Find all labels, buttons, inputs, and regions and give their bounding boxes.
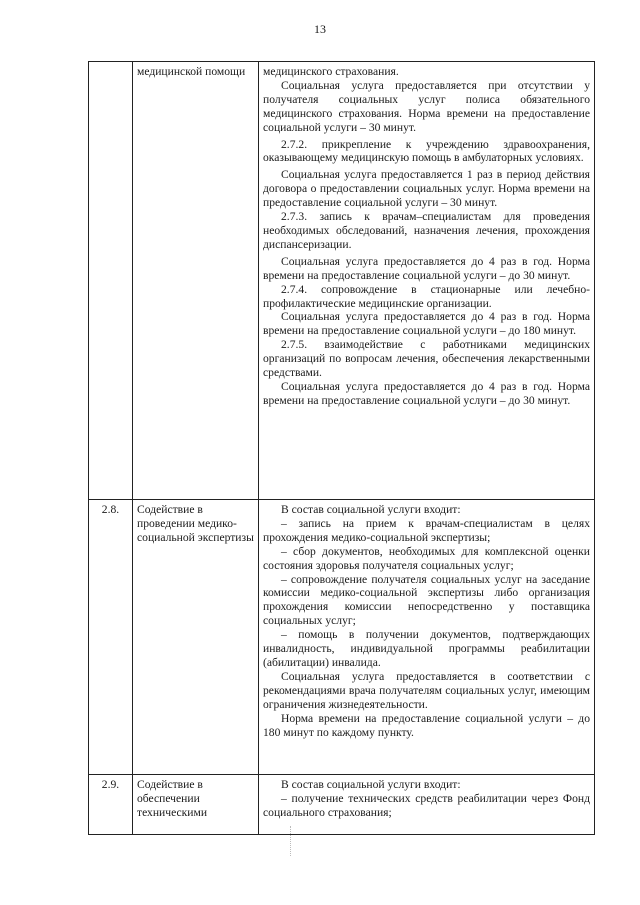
scan-mark xyxy=(290,826,292,856)
service-name: Содействие в обеспечении техническими xyxy=(133,775,259,835)
description-paragraph: 2.7.5. взаимодействие с работниками медицинских организаций по вопросам лечения, обеспечения лекарственными средствами. xyxy=(263,338,590,380)
description-paragraph: Социальная услуга предоставляется 1 раз в период действия договора о предоставлении социальных услуг. Норма времени на предоставление социальной услуги – 30 минут. xyxy=(263,168,590,210)
service-name: медицинской помощи xyxy=(133,62,259,500)
description-paragraph: Социальная услуга предоставляется до 4 раз в год. Норма времени на предоставление социальной услуги – до 30 минут. xyxy=(263,379,590,407)
table-row xyxy=(89,775,595,835)
description-paragraph: В состав социальной услуги входит: xyxy=(281,778,461,791)
description-paragraph: 2.7.3. запись к врачам–специалистам для проведения необходимых обследований, назначения лечения, прохождения диспансеризации. xyxy=(263,210,590,251)
description-paragraph: 2.7.4. сопровождение в стационарные или лечебно-профилактические медицинские организации. xyxy=(263,282,590,310)
description-paragraph: Социальная услуга предоставляется при отсутствии у получателя социальных услуг полиса обязательного медицинского страхования. Норма времени на предоставление социальной услуги – 30 минут. xyxy=(263,78,590,134)
service-description xyxy=(259,62,595,500)
row-number: 2.9. xyxy=(89,775,133,835)
service-description xyxy=(259,775,595,835)
service-description xyxy=(259,500,595,775)
description-paragraph: медицинского страхования. xyxy=(263,65,399,78)
description-paragraph: Социальная услуга предоставляется до 4 раз в год. Норма времени на предоставление социальной услуги – до 30 минут. xyxy=(263,254,590,282)
description-paragraph: – сопровождение получателя социальных услуг на заседание комиссии медико-социальной экспертизы либо организация прохождения комиссии непосредственно у поставщика социальных услуг; xyxy=(263,572,590,628)
page-number: 13 xyxy=(314,22,326,36)
services-table-body xyxy=(89,62,595,835)
row-number: 2.8. xyxy=(89,500,133,775)
services-table xyxy=(88,61,595,835)
description-paragraph: – сбор документов, необходимых для комплексной оценки состояния здоровья получателя социальных услуг; xyxy=(263,544,590,572)
table-row xyxy=(89,62,595,500)
description-paragraph: – запись на прием к врачам-специалистам в целях прохождения медико-социальной экспертизы; xyxy=(263,516,590,544)
description-paragraph: 2.7.2. прикрепление к учреждению здравоохранения, оказывающему медицинскую помощь в амбулаторных условиях. xyxy=(263,137,590,165)
service-name: Содействие в проведении медико-социальной экспертизы xyxy=(133,500,259,775)
description-paragraph: – получение технических средств реабилитации через Фонд социального страхования; xyxy=(263,791,590,819)
description-paragraph: Социальная услуга предоставляется до 4 раз в год. Норма времени на предоставление социальной услуги – до 180 минут. xyxy=(263,310,590,338)
description-paragraph: В состав социальной услуги входит: xyxy=(281,503,461,516)
description-paragraph: Норма времени на предоставление социальной услуги – до 180 минут по каждому пункту. xyxy=(263,711,590,739)
description-paragraph: – помощь в получении документов, подтверждающих инвалидность, индивидуальной программы реабилитации (абилитации) инвалида. xyxy=(263,628,590,669)
table-row xyxy=(89,500,595,775)
row-number xyxy=(89,62,133,500)
description-paragraph: Социальная услуга предоставляется в соответствии с рекомендациями врача получателям социальных услуг, имеющим ограничения жизнедеятельности. xyxy=(263,669,590,711)
